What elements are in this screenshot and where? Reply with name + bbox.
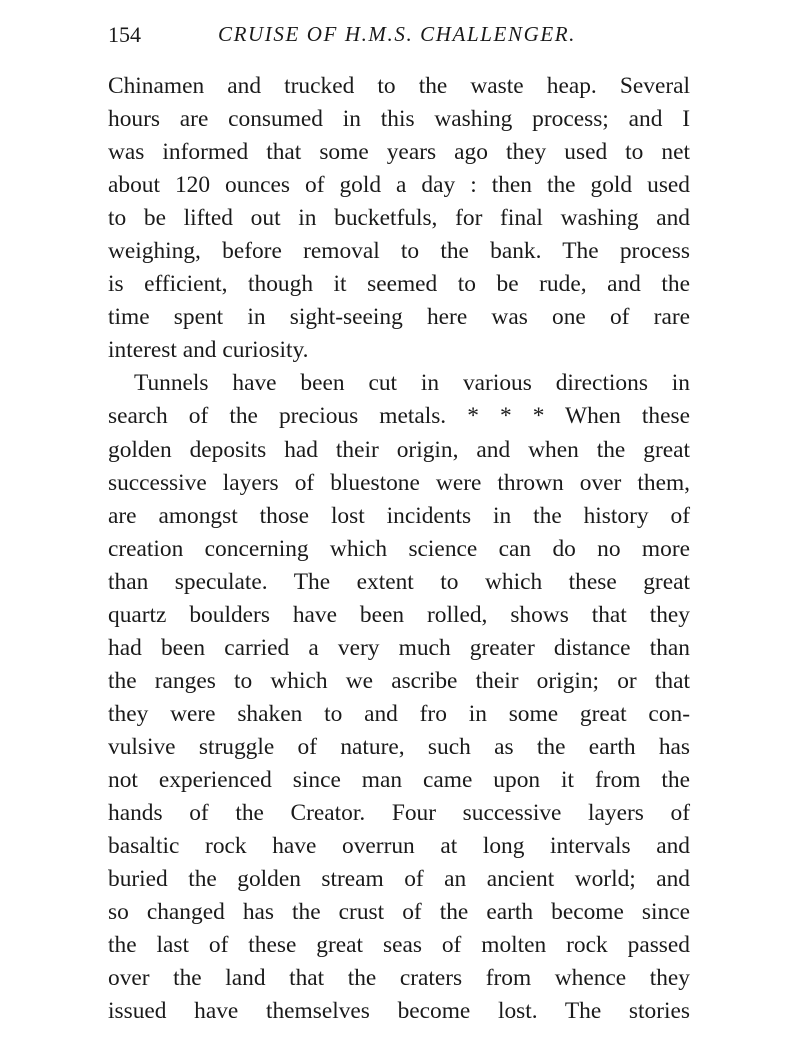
text-line: not experienced since man came upon it from the [108,766,690,793]
text-line: Tunnels have been cut in various directions in [134,370,690,397]
paragraph-1 [108,70,690,367]
text-line: successive layers of bluestone were thrown over them, [108,469,690,496]
text-line: search of the precious metals. * * * When these [108,403,690,430]
text-line: had been carried a very much greater distance than [108,634,690,661]
text-line: creation concerning which science can do no more [108,535,690,562]
text-line: Chinamen and trucked to the waste heap. Several [108,73,690,99]
running-title: CRUISE OF H.M.S. CHALLENGER. [218,22,577,46]
text-line: hours are consumed in this washing process; and I [108,106,690,133]
text-line: to be lifted out in bucketfuls, for final washing and [108,205,690,232]
text-line: issued have themselves become lost. The stories [108,998,690,1025]
text-line: vulsive struggle of nature, such as the earth has [108,733,690,760]
text-line: they were shaken to and fro in some great con- [108,700,690,727]
text-line: basaltic rock have overrun at long intervals and [108,833,690,860]
text-line: golden deposits had their origin, and when the great [108,436,690,463]
body-text [108,70,690,1028]
text-line: quartz boulders have been rolled, shows that they [108,601,690,628]
text-line: hands of the Creator. Four successive layers of [108,800,690,827]
text-line: about 120 ounces of gold a day : then the gold used [108,172,690,199]
text-line: are amongst those lost incidents in the history of [108,502,690,529]
text-line: weighing, before removal to the bank. The process [108,238,690,265]
running-head [108,22,688,52]
text-line: buried the golden stream of an ancient world; and [108,866,690,893]
text-line: was informed that some years ago they used to net [108,139,690,166]
paragraph-2 [108,367,690,1028]
text-line: the ranges to which we ascribe their origin; or that [108,667,690,694]
text-line: over the land that the craters from whence they [108,965,690,992]
text-line: so changed has the crust of the earth become since [108,899,690,926]
text-line: the last of these great seas of molten rock passed [108,932,690,959]
page-number: 154 [108,22,141,47]
text-line: than speculate. The extent to which these great [108,568,690,595]
text-line: time spent in sight-seeing here was one of rare [108,304,690,331]
text-line: is efficient, though it seemed to be rude, and the [108,271,690,298]
text-line: interest and curiosity. [108,337,309,364]
